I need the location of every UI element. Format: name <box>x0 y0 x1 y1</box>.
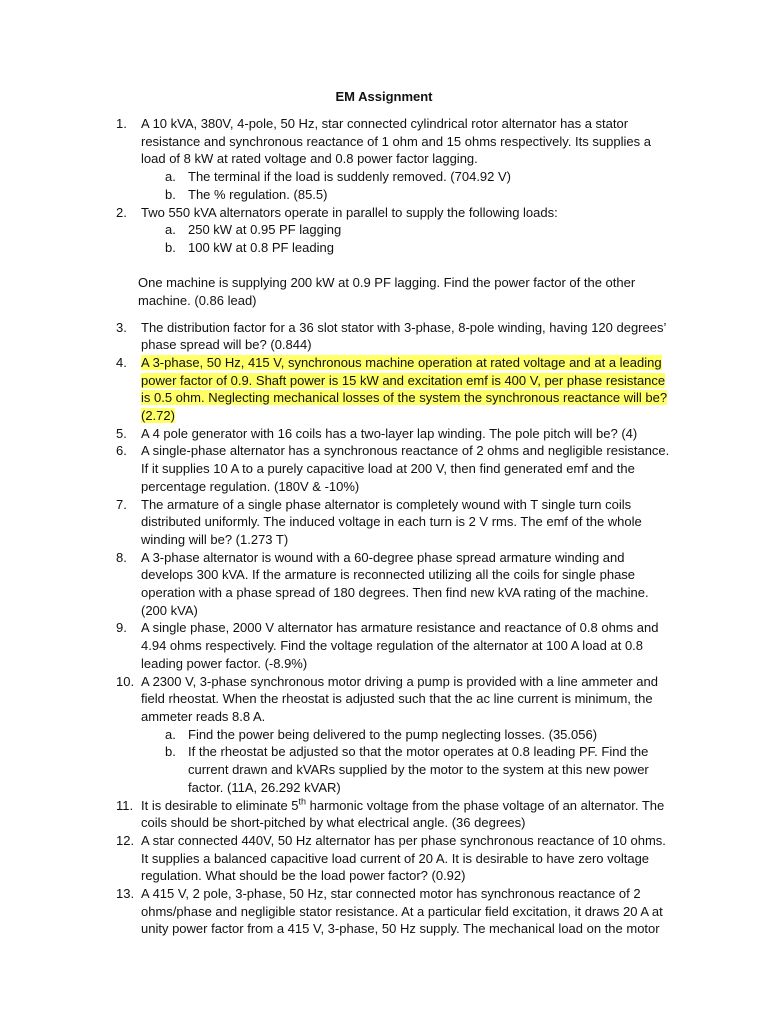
question-1-subitems <box>0 168 676 203</box>
sub-item <box>141 221 676 239</box>
sub-item-text: The terminal if the load is suddenly removed. (704.92 V) <box>188 169 512 185</box>
sub-item-label: b. <box>165 239 176 255</box>
question-text: A 10 kVA, 380V, 4-pole, 50 Hz, star connected cylindrical rotor alternator has a stator resistance and synchronous reactance of 1 ohm and 15 ohms respectively. Its supplies a load of 8 kW at rated voltage and 0.8 power factor lagging. <box>141 116 651 167</box>
question-4 <box>0 354 676 425</box>
question-5 <box>0 425 676 443</box>
spacer <box>0 310 768 319</box>
question-text: A 415 V, 2 pole, 3-phase, 50 Hz, star connected motor has synchronous reactance of 2 ohms/phase and negligible stator resistance. At a particular field excitation, it draws 20 A at unity power factor from a 415 V, 3-phase, 50 Hz supply. The mechanical load on the motor <box>141 886 663 937</box>
question-11 <box>0 797 676 832</box>
sub-item-text: 250 kW at 0.95 PF lagging <box>188 222 342 238</box>
question-number: 13. <box>116 886 135 902</box>
question-text-start: It is desirable to eliminate 5 <box>141 797 299 813</box>
sub-item <box>141 186 676 204</box>
question-text: A 2300 V, 3-phase synchronous motor driving a pump is provided with a line ammeter and field rheostat. When the rheostat is adjusted such that the ac line current is minimum, the ammeter reads 8.8 A. <box>141 673 658 724</box>
sub-item-label: b. <box>165 186 176 202</box>
sub-item-label: a. <box>165 169 176 185</box>
question-number: 1. <box>116 116 127 131</box>
question-number: 4. <box>116 354 127 370</box>
question-text: The armature of a single phase alternator is completely wound with T single turn coils distributed uniformly. The induced voltage in each turn is 2 V rms. The emf of the whole winding will be? (1.273 T) <box>141 496 642 547</box>
question-2-subitems <box>0 221 676 256</box>
document-title: EM Assignment <box>335 89 433 104</box>
question-7 <box>0 496 676 549</box>
sub-item-label: b. <box>165 744 176 760</box>
question-3 <box>0 319 676 354</box>
question-1 <box>0 115 676 168</box>
sub-item-text: 100 kW at 0.8 PF leading <box>188 239 334 255</box>
question-text: Two 550 kVA alternators operate in parallel to supply the following loads: <box>141 204 558 220</box>
question-number: 5. <box>116 425 127 441</box>
spacer <box>0 257 768 275</box>
question-text: A single-phase alternator has a synchronous reactance of 2 ohms and negligible resistance. If it supplies 10 A to a purely capacitive load at 200 V, then find generated emf and the percentage regulation. (180V & -10%) <box>141 443 670 494</box>
question-number: 6. <box>116 443 127 459</box>
sub-item-label: a. <box>165 726 176 742</box>
sub-item <box>141 726 676 744</box>
question-text: A 3-phase alternator is wound with a 60-degree phase spread armature winding and develops 300 kVA. If the armature is reconnected utilizing all the coils for single phase operation with a phase spread of 180 degrees. Then find new kVA rating of the machine. (200 kVA) <box>141 549 649 618</box>
question-10 <box>0 673 676 726</box>
question-8 <box>0 549 676 620</box>
question-text: A single phase, 2000 V alternator has armature resistance and reactance of 0.8 ohms and 4.94 ohms respectively. Find the voltage regulation of the alternator at 100 A load at 0.8 leading power factor. (-8.9%) <box>141 620 659 671</box>
highlighted-question-text: A 3-phase, 50 Hz, 415 V, synchronous machine operation at rated voltage and at a leading power factor of 0.9. Shaft power is 15 kW and excitation emf is 400 V, per phase resistance is 0.5 ohm. Neglecting mechanical losses of the system the synchronous reactance will be? (2.72) <box>141 354 668 424</box>
question-number: 7. <box>116 496 127 512</box>
sub-item-text: Find the power being delivered to the pump neglecting losses. (35.056) <box>188 726 598 742</box>
question-number: 2. <box>116 204 127 220</box>
question-13 <box>0 885 676 938</box>
question-2-note: One machine is supplying 200 kW at 0.9 PF lagging. Find the power factor of the other machine. (0.86 lead) <box>138 275 636 309</box>
sub-item <box>141 239 676 257</box>
question-number: 3. <box>116 319 127 335</box>
question-text: A star connected 440V, 50 Hz alternator has per phase synchronous reactance of 10 ohms. It supplies a balanced capacitive load current of 20 A. It is desirable to have zero voltage regulation. What should be the load power factor? (0.92) <box>141 832 666 884</box>
question-text: The distribution factor for a 36 slot stator with 3-phase, 8-pole winding, having 120 degrees’ phase spread will be? (0.844) <box>141 319 666 353</box>
question-number: 8. <box>116 549 127 565</box>
question-number: 11. <box>116 797 134 813</box>
sub-item <box>141 743 676 796</box>
sub-item-text: If the rheostat be adjusted so that the motor operates at 0.8 leading PF. Find the current drawn and kVARs supplied by the motor to the system at this new power factor. (11A, 26.292 kVAR) <box>188 744 649 795</box>
question-6 <box>0 442 676 495</box>
question-9 <box>0 619 676 672</box>
sub-item-text: The % regulation. (85.5) <box>188 186 328 202</box>
question-2 <box>0 204 676 222</box>
question-10-subitems <box>0 726 676 797</box>
sub-item <box>141 168 676 186</box>
question-text-end: harmonic voltage from the phase voltage of an alternator. The coils should be short-pitched by what electrical angle. (36 degrees) <box>141 797 665 831</box>
question-number: 10. <box>116 673 135 689</box>
question-number: 9. <box>116 620 127 636</box>
sub-item-label: a. <box>165 222 176 238</box>
question-list <box>0 115 768 938</box>
question-text: A 4 pole generator with 16 coils has a two-layer lap winding. The pole pitch will be? (4) <box>141 425 638 441</box>
question-number: 12. <box>116 832 135 848</box>
superscript: th <box>298 796 307 807</box>
question-12 <box>0 832 676 885</box>
